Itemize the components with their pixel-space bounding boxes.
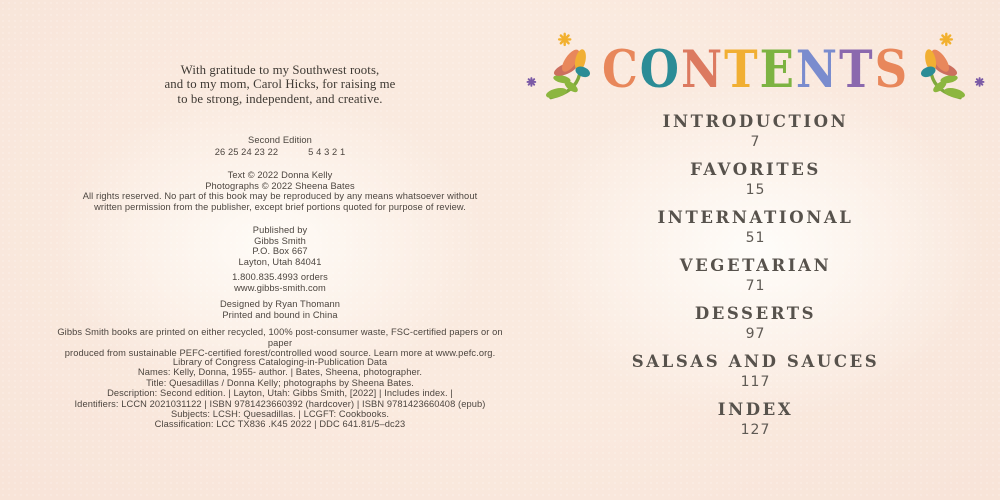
text-line: Identifiers: LCCN 2021031122 | ISBN 9781423660392 (hardcover) | ISBN 9781423660408 (epub) xyxy=(74,398,486,409)
toc-entry-label: INDEX xyxy=(717,400,794,419)
flower-ornament-right-icon xyxy=(913,28,987,110)
toc-entry xyxy=(528,399,983,440)
text-line: to be strong, independent, and creative. xyxy=(177,91,383,106)
text-line: Designed by Ryan Thomann xyxy=(219,299,341,309)
printers-key xyxy=(55,147,505,159)
contents-title-letter: T xyxy=(839,38,875,100)
library-of-congress-data xyxy=(55,357,505,430)
toc-entry-page-number: 51 xyxy=(745,230,766,246)
toc-entry xyxy=(528,303,983,344)
contents-title-letter: C xyxy=(601,38,640,100)
paper-sourcing-note xyxy=(55,327,505,359)
text-line: Library of Congress Cataloging-in-Publication Data xyxy=(172,357,388,367)
toc-entry-page-number: 15 xyxy=(745,182,766,198)
contents-title-letter: N xyxy=(795,38,840,100)
text-line: Gibbs Smith xyxy=(254,235,306,246)
toc-entry-page-number: 7 xyxy=(750,134,761,150)
text-line: www.gibbs-smith.com xyxy=(234,282,326,293)
text-line: produced from sustainable PEFC-certified forest/controlled wood source. Learn more at www.pefc.org. xyxy=(64,348,496,359)
edition-title: Second Edition xyxy=(248,135,312,145)
dedication xyxy=(55,63,505,106)
edition-info xyxy=(55,135,505,158)
toc-entry-label: FAVORITES xyxy=(690,160,821,179)
text-line: and to my mom, Carol Hicks, for raising me xyxy=(164,77,396,92)
printers-key-printings: 5 4 3 2 1 xyxy=(308,146,346,157)
toc-entry-label: SALSAS AND SAUCES xyxy=(631,352,880,371)
toc-entry-page-number: 71 xyxy=(745,278,766,294)
text-line: P.O. Box 667 xyxy=(252,246,308,257)
text-line: Published by xyxy=(252,225,308,235)
text-line: With gratitude to my Southwest roots, xyxy=(180,63,380,77)
flower-icon xyxy=(919,47,966,100)
contents-title-letter: O xyxy=(639,38,681,100)
text-line: written permission from the publisher, except brief portions quoted for purpose of review. xyxy=(94,201,466,212)
text-line: Text © 2022 Donna Kelly xyxy=(227,170,333,180)
toc-entry xyxy=(528,111,983,152)
text-line: Title: Quesadillas / Donna Kelly; photographs by Sheena Bates. xyxy=(146,377,414,388)
toc-entry-page-number: 117 xyxy=(740,374,771,390)
flower-icon xyxy=(545,47,592,100)
contents-header xyxy=(528,26,983,112)
publisher-info xyxy=(55,225,505,267)
text-line: Photographs © 2022 Sheena Bates xyxy=(205,180,355,191)
toc-entry-page-number: 97 xyxy=(745,326,766,342)
text-line: Classification: LCC TX836 .K45 2022 | DDC 641.81/5–dc23 xyxy=(154,419,406,430)
contents-title-letter: T xyxy=(724,38,760,100)
toc-entry xyxy=(528,159,983,200)
contents-title-letter: N xyxy=(680,38,725,100)
toc-entry-label: DESSERTS xyxy=(694,304,817,323)
text-line: Layton, Utah 84041 xyxy=(238,256,322,267)
text-line: 1.800.835.4993 orders xyxy=(232,272,328,282)
contents-title xyxy=(601,38,910,100)
text-line: Gibbs Smith books are printed on either recycled, 100% post-consumer waste, FSC-certified papers or on paper xyxy=(57,327,503,348)
toc-entry xyxy=(528,255,983,296)
contact-info xyxy=(55,272,505,293)
copyright-notice xyxy=(55,170,505,212)
contents-title-letter: E xyxy=(759,38,796,100)
toc-entry-label: VEGETARIAN xyxy=(679,256,832,275)
toc-entry-label: INTRODUCTION xyxy=(662,112,849,131)
table-of-contents xyxy=(528,111,983,447)
flower-ornament-left-icon xyxy=(524,28,598,110)
text-line: All rights reserved. No part of this book may be reproduced by any means whatsoever without xyxy=(82,191,478,202)
printers-key-years: 26 25 24 23 22 xyxy=(214,146,279,157)
text-line: Subjects: LCSH: Quesadillas. | LCGFT: Cookbooks. xyxy=(170,409,390,420)
toc-entry-label: INTERNATIONAL xyxy=(657,208,854,227)
toc-entry xyxy=(528,351,983,392)
toc-entry-page-number: 127 xyxy=(740,422,771,438)
design-credits xyxy=(55,299,505,320)
text-line: Description: Second edition. | Layton, Utah: Gibbs Smith, [2022] | Includes index. | xyxy=(107,388,453,399)
contents-title-letter: S xyxy=(874,38,910,100)
text-line: Printed and bound in China xyxy=(222,309,338,320)
text-line: Names: Kelly, Donna, 1955- author. | Bates, Sheena, photographer. xyxy=(137,367,423,378)
toc-entry xyxy=(528,207,983,248)
